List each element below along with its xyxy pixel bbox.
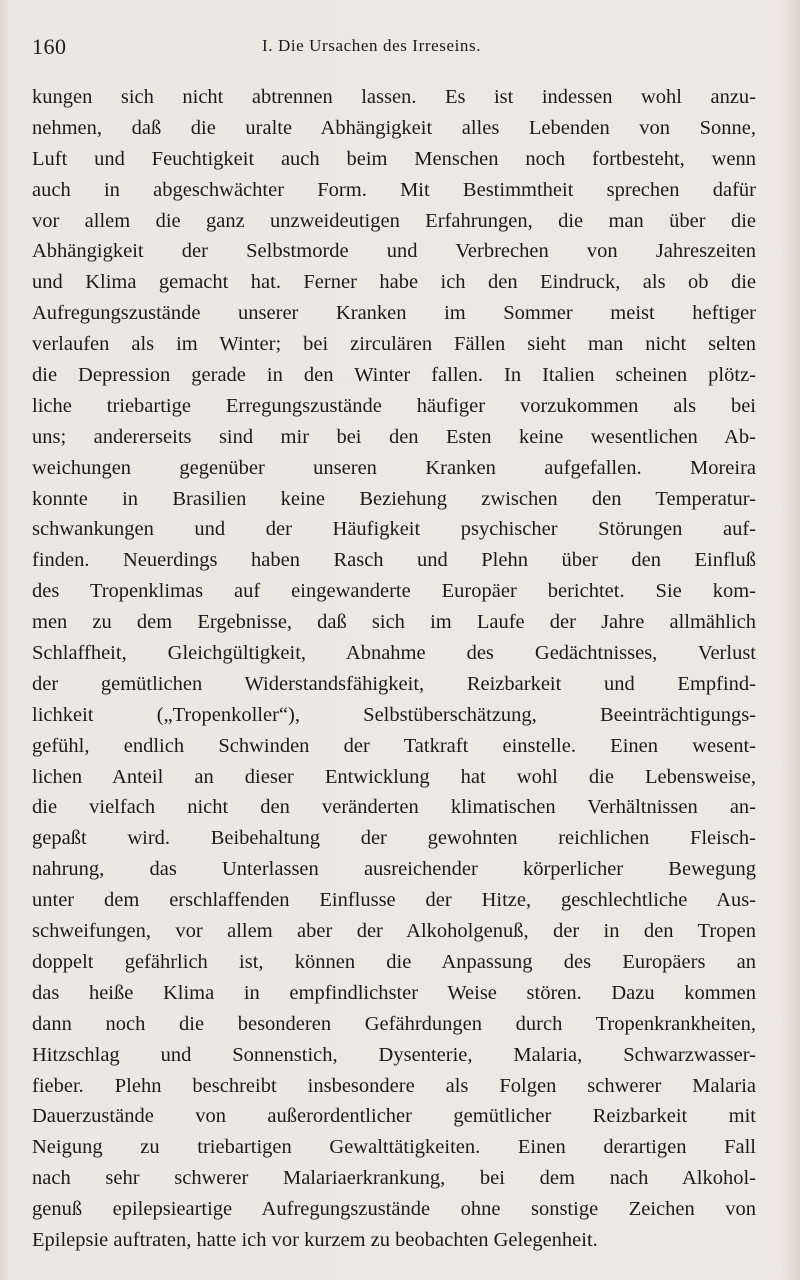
text-line: die vielfach nicht den veränderten klimatischen Verhältnissen an- xyxy=(32,796,756,819)
text-line: gefühl, endlich Schwinden der Tatkraft einstelle. Einen wesent- xyxy=(32,734,756,757)
text-line: Neigung zu triebartigen Gewalttätigkeiten. Einen derartigen Fall xyxy=(32,1136,756,1159)
text-line: weichungen gegenüber unseren Kranken aufgefallen. Moreira xyxy=(32,456,756,479)
page-header xyxy=(32,34,768,64)
text-line: Abhängigkeit der Selbstmorde und Verbrechen von Jahreszeiten xyxy=(32,240,756,263)
text-line: nach sehr schwerer Malariaerkrankung, bei dem nach Alkohol- xyxy=(32,1167,756,1190)
text-line: nahrung, das Unterlassen ausreichender körperlicher Bewegung xyxy=(32,858,756,881)
text-line: verlaufen als im Winter; bei zirculären Fällen sieht man nicht selten xyxy=(32,333,756,356)
text-line: und Klima gemacht hat. Ferner habe ich den Eindruck, als ob die xyxy=(32,271,756,294)
text-line: auch in abgeschwächter Form. Mit Bestimmtheit sprechen dafür xyxy=(32,178,756,201)
text-line: Hitzschlag und Sonnenstich, Dysenterie, Malaria, Schwarzwasser- xyxy=(32,1043,756,1066)
text-line: genuß epilepsieartige Aufregungszustände ohne sonstige Zeichen von xyxy=(32,1198,756,1221)
text-line: Dauerzustände von außerordentlicher gemütlicher Reizbarkeit mit xyxy=(32,1105,756,1128)
text-line: dann noch die besonderen Gefährdungen durch Tropenkrankheiten, xyxy=(32,1012,756,1035)
text-line: men zu dem Ergebnisse, daß sich im Laufe der Jahre allmählich xyxy=(32,611,756,634)
text-line: des Tropenklimas auf eingewanderte Europäer berichtet. Sie kom- xyxy=(32,580,756,603)
text-line: das heiße Klima in empfindlichster Weise stören. Dazu kommen xyxy=(32,981,756,1004)
text-line: liche triebartige Erregungszustände häufiger vorzukommen als bei xyxy=(32,394,756,417)
text-line: doppelt gefährlich ist, können die Anpassung des Europäers an xyxy=(32,950,756,973)
body-text xyxy=(32,82,756,1256)
text-line: Aufregungszustände unserer Kranken im Sommer meist heftiger xyxy=(32,302,756,325)
text-line: unter dem erschlaffenden Einflusse der Hitze, geschlechtliche Aus- xyxy=(32,889,756,912)
text-line: gepaßt wird. Beibehaltung der gewohnten reichlichen Fleisch- xyxy=(32,827,756,850)
text-line: der gemütlichen Widerstandsfähigkeit, Reizbarkeit und Empfind- xyxy=(32,672,756,695)
text-line: schwankungen und der Häufigkeit psychischer Störungen auf- xyxy=(32,518,756,541)
text-line: lichen Anteil an dieser Entwicklung hat wohl die Lebensweise, xyxy=(32,765,756,788)
text-line: schweifungen, vor allem aber der Alkoholgenuß, der in den Tropen xyxy=(32,920,756,943)
text-line: konnte in Brasilien keine Beziehung zwischen den Temperatur- xyxy=(32,487,756,510)
text-line: lichkeit („Tropenkoller“), Selbstüberschätzung, Beeinträchtigungs- xyxy=(32,703,756,726)
text-line: uns; andererseits sind mir bei den Esten keine wesentlichen Ab- xyxy=(32,425,756,448)
text-line: finden. Neuerdings haben Rasch und Plehn über den Einfluß xyxy=(32,549,756,572)
page-number: 160 xyxy=(32,34,67,59)
text-line: vor allem die ganz unzweideutigen Erfahrungen, die man über die xyxy=(32,209,756,232)
text-line: Luft und Feuchtigkeit auch beim Menschen noch fortbesteht, wenn xyxy=(32,147,756,170)
running-title: I. Die Ursachen des Irreseins. xyxy=(262,36,482,55)
text-line: fieber. Plehn beschreibt insbesondere als Folgen schwerer Malaria xyxy=(32,1074,756,1097)
text-line: kungen sich nicht abtrennen lassen. Es ist indessen wohl anzu- xyxy=(32,86,756,108)
text-line: Schlaffheit, Gleichgültigkeit, Abnahme des Gedächtnisses, Verlust xyxy=(32,642,756,665)
text-line: nehmen, daß die uralte Abhängigkeit alles Lebenden von Sonne, xyxy=(32,116,756,139)
text-line: Epilepsie auftraten, hatte ich vor kurzem zu beobachten Gelegenheit. xyxy=(32,1228,598,1251)
text-line: die Depression gerade in den Winter fallen. In Italien scheinen plötz- xyxy=(32,364,756,387)
